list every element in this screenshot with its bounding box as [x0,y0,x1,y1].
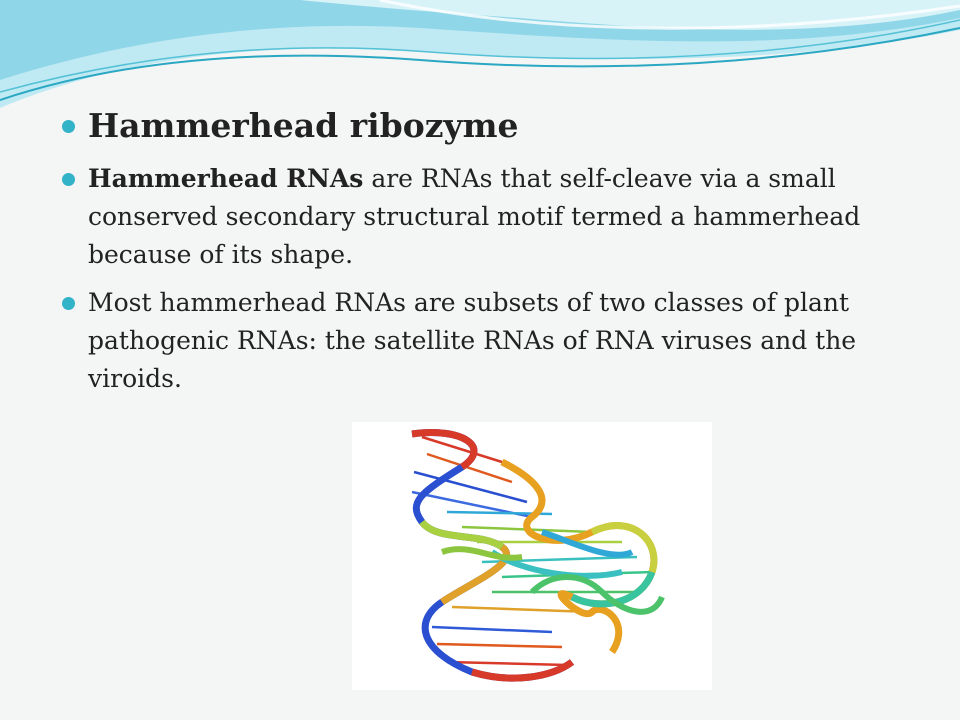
bullet-lead-text: Hammerhead RNAs [88,164,364,193]
bullet-body-text: Most hammerhead RNAs are subsets of two classes of plant pathogenic RNAs: the satellite RNAs of RNA viruses and the viroids. [88,288,857,393]
rna-structure-image [352,422,712,690]
bullet-dot-icon [62,173,75,186]
bullet-dot-icon [62,297,75,310]
slide-title: Hammerhead ribozyme [88,106,519,145]
slide-content [58,104,918,408]
bullet-item-classes [58,284,918,398]
bullet-body-text: are RNAs that self-cleave via a small conserved secondary structural motif termed a hammerhead because of its shape. [88,164,861,269]
bullet-dot-icon [62,120,75,133]
bullet-item-definition [58,160,918,274]
slide-title-bullet [58,104,918,148]
header-wave-decoration [0,0,960,120]
rna-ribbon-structure-image [352,422,712,690]
